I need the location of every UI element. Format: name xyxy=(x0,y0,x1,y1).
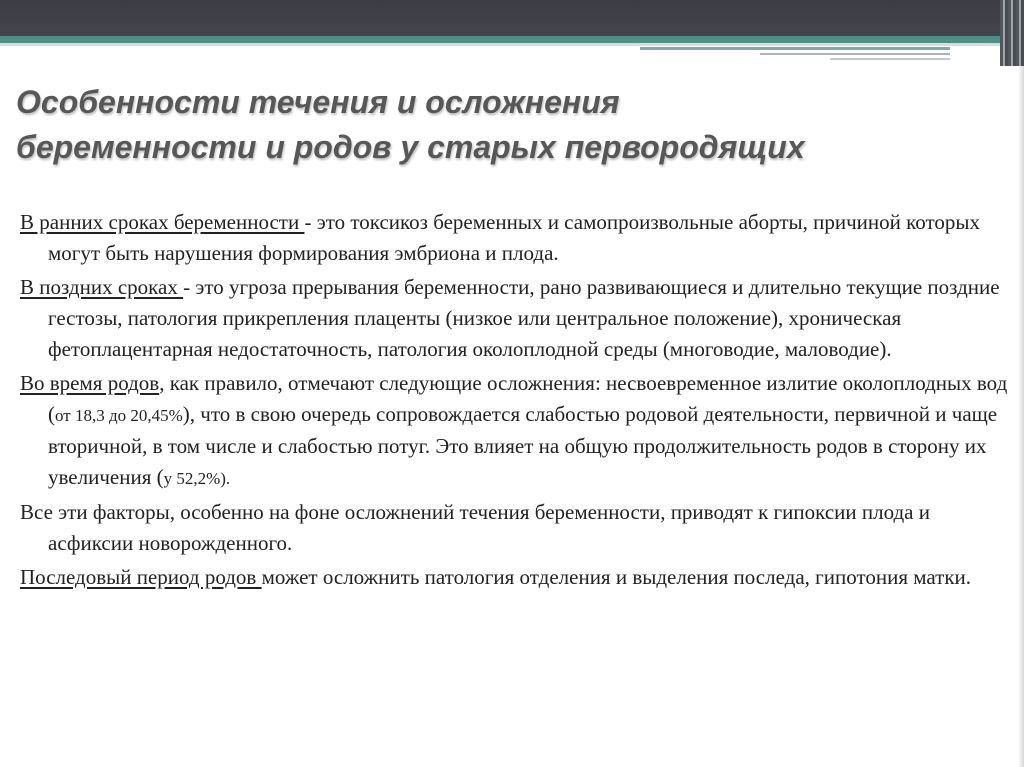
paragraph-afterbirth xyxy=(20,562,1008,593)
header-band xyxy=(0,0,1024,36)
paragraph-heading: В поздних сроках xyxy=(20,275,184,299)
paragraph-early-terms xyxy=(20,207,1008,269)
paragraph-text: ), что в свою очередь сопровождается слабостью родовой деятельности, первичной и чаще вторичной, в том числе и слабостью потуг. Это влияет на общую продолжительность родов в сторону их увеличения ( xyxy=(48,402,998,489)
slide-title-line2: беременности и родов у старых первородящих xyxy=(16,129,805,165)
paragraph-text: , как правило, отмечают следующие осложнения: несвоевременное излитие околоплодных вод ( xyxy=(48,371,1008,426)
paragraph-late-terms xyxy=(20,272,1008,365)
slide-body xyxy=(20,207,1008,596)
decorative-line xyxy=(760,53,950,55)
accent-stripe xyxy=(0,36,1000,43)
decorative-line xyxy=(640,47,950,50)
paragraph-heading: Последовый период родов xyxy=(20,565,262,589)
paragraph-text: - это угроза прерывания беременности, рано развивающиеся и длительно текущие поздние гестозы, патология прикрепления плаценты (низкое или центральное положение), хроническая фетоплацентарная недостаточность, патология околоплодной среды (многоводие, маловодие). xyxy=(48,275,1000,361)
paragraph-during-labor xyxy=(20,368,1008,494)
accent-stripe-light xyxy=(0,43,1000,46)
paragraph-text: - это токсикоз беременных и самопроизвольные аборты, причиной которых могут быть нарушения формирования эмбриона и плода. xyxy=(48,210,980,265)
paragraph-text: Все эти факторы, особенно на фоне осложнений течения беременности, приводят к гипоксии плода и асфиксии новорожденного. xyxy=(20,500,930,555)
page-edge-shadow xyxy=(1018,66,1024,767)
paragraph-text: может осложнить патология отделения и выделения последа, гипотония матки. xyxy=(261,565,972,589)
paragraph-heading: Во время родов xyxy=(20,371,160,395)
decorative-corner-bars xyxy=(1000,0,1024,66)
slide-title-line1: Особенности течения и осложнения xyxy=(16,84,620,120)
paragraph-heading: В ранних сроках беременности xyxy=(20,210,305,234)
slide-title xyxy=(16,80,1006,170)
decorative-line xyxy=(830,58,950,60)
statistic-value: у 52,2%). xyxy=(163,469,231,488)
statistic-range: от 18,3 до 20,45% xyxy=(55,406,183,425)
paragraph-consequences xyxy=(20,497,1008,559)
